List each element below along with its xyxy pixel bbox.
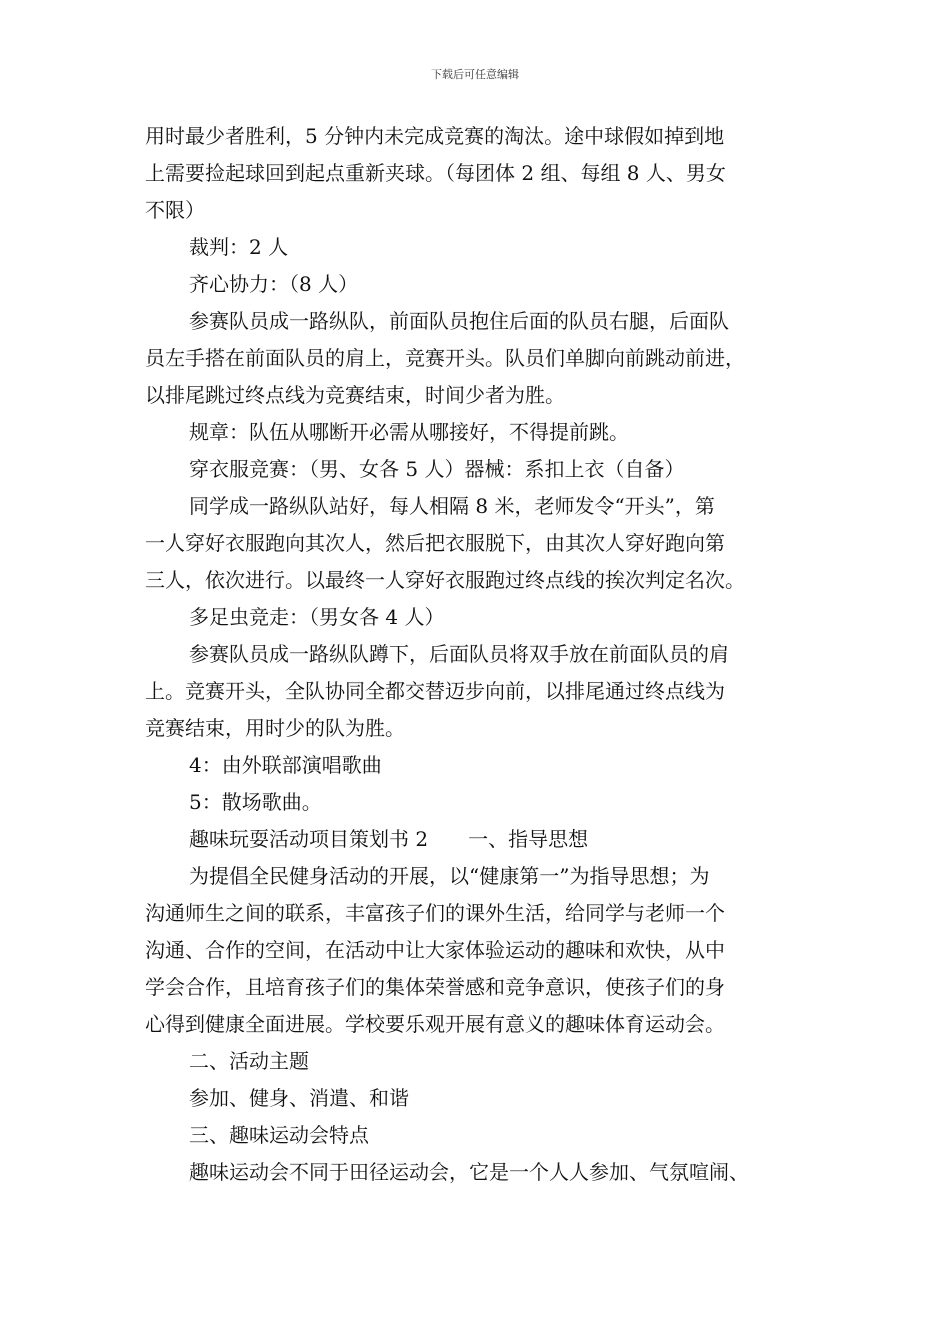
text-line: 参赛队员成一路纵队，前面队员抱住后面的队员右腿，后面队 bbox=[189, 309, 729, 333]
page-header: 下载后可任意编辑 bbox=[431, 68, 519, 81]
text-line: 上需要捡起球回到起点重新夹球。（每团体 2 组、每组 8 人、男女 bbox=[145, 161, 726, 185]
text-line: 参赛队员成一路纵队蹲下，后面队员将双手放在前面队员的肩 bbox=[189, 642, 729, 666]
document-body bbox=[145, 118, 825, 1191]
text-line: 用时最少者胜利，5 分钟内未完成竞赛的淘汰。途中球假如掉到地 bbox=[145, 124, 725, 148]
text-line: 一人穿好衣服跑向其次人，然后把衣服脱下，由其次人穿好跑向第 bbox=[145, 531, 725, 555]
text-line: 趣味玩耍活动项目策划书 2 一、指导思想 bbox=[189, 827, 589, 851]
text-line: 参加、健身、消遣、和谐 bbox=[189, 1086, 409, 1110]
text-line: 不限） bbox=[145, 198, 205, 222]
text-line: 穿衣服竞赛：（男、女各 5 人）器械：系扣上衣（自备） bbox=[189, 457, 685, 481]
text-line: 5：散场歌曲。 bbox=[189, 790, 322, 814]
text-line: 齐心协力：（8 人） bbox=[189, 272, 359, 296]
text-line: 沟通师生之间的联系，丰富孩子们的课外生活，给同学与老师一个 bbox=[145, 901, 725, 925]
text-line: 规章：队伍从哪断开必需从哪接好，不得提前跳。 bbox=[189, 420, 629, 444]
text-line: 以排尾跳过终点线为竞赛结束，时间少者为胜。 bbox=[145, 383, 565, 407]
text-line: 多足虫竞走：（男女各 4 人） bbox=[189, 605, 445, 629]
text-line: 学会合作，且培育孩子们的集体荣誉感和竞争意识，使孩子们的身 bbox=[145, 975, 725, 999]
text-line: 三、趣味运动会特点 bbox=[189, 1123, 369, 1147]
text-line: 员左手搭在前面队员的肩上，竞赛开头。队员们单脚向前跳动前进， bbox=[145, 346, 745, 370]
text-line: 裁判：2 人 bbox=[189, 235, 289, 259]
text-line: 趣味运动会不同于田径运动会，它是一个人人参加、气氛喧闹、 bbox=[189, 1160, 749, 1184]
text-line: 上。竞赛开头，全队协同全都交替迈步向前，以排尾通过终点线为 bbox=[145, 679, 725, 703]
text-line: 三人，依次进行。以最终一人穿好衣服跑过终点线的挨次判定名次。 bbox=[145, 568, 745, 592]
text-line: 二、活动主题 bbox=[189, 1049, 309, 1073]
text-line: 同学成一路纵队站好，每人相隔 8 米，老师发令“开头”，第 bbox=[189, 494, 715, 518]
text-line: 沟通、合作的空间，在活动中让大家体验运动的趣味和欢快，从中 bbox=[145, 938, 725, 962]
text-line: 为提倡全民健身活动的开展，以“健康第一”为指导思想；为 bbox=[189, 864, 710, 888]
text-line: 竞赛结束，用时少的队为胜。 bbox=[145, 716, 405, 740]
text-line: 4：由外联部演唱歌曲 bbox=[189, 753, 382, 777]
text-line: 心得到健康全面进展。学校要乐观开展有意义的趣味体育运动会。 bbox=[145, 1012, 725, 1036]
